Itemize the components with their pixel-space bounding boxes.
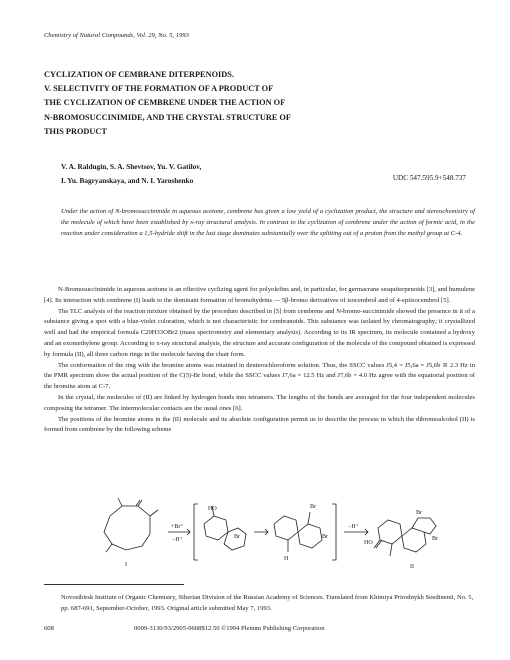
journal-header: Chemistry of Natural Compounds, Vol. 29, No. 5, 1993	[44, 32, 189, 39]
atom-label: Br	[234, 534, 240, 540]
reagent-label: −H⁺	[348, 524, 359, 530]
atom-label: HO	[208, 506, 217, 512]
reaction-scheme	[92, 494, 452, 572]
paragraph: N-Bromosuccinimide in aqueous acetone is an effective cyclizing agent for polyolefins and, in particular, for germacrane sesquiterpenoids [3], and humulene [4]. Its interaction with cembrene (I) leads to the dominant formation of bromohydrins — 5β-bromo derivatives of isocembrol and of 4-epiisocembrol [5].	[44, 286, 475, 304]
title-line: THIS PRODUCT	[44, 126, 107, 136]
bracket-left	[194, 504, 198, 560]
atom-label: Br	[310, 504, 316, 510]
authors	[61, 160, 201, 188]
page-number: 608	[44, 625, 54, 632]
udc-code: UDC 547.595.9+548.737	[392, 174, 466, 182]
copyright-code: 0009-3130/93/2905-0608$12.50 ©1994 Plenum Publishing Corporation	[134, 625, 325, 632]
intermediate-structure-2	[274, 512, 322, 552]
abstract: Under the action of N-bromosuccinimide in aqueous acetone, cembrene has given a low yield of a cyclization product, the structure and stereochemistry of the molecule of which have been established by x-ray structural analysis. In contrast to the cyclization of cembrene under the action of formic acid, in the reaction under consideration a 1,5-hydride shift in the last stage dominates substantially over the splitting out of a proton from the methyl group at C-4.	[61, 208, 475, 238]
authors-line: V. A. Raldugin, S. A. Shevtsov, Yu. V. Gatilov,	[61, 162, 202, 171]
article-title	[44, 68, 474, 139]
authors-line: I. Yu. Bagryanskaya, and N. I. Yaroshenko	[61, 176, 194, 186]
paragraph: The TLC analysis of the reaction mixture obtained by the procedure described in [5] from cembrene and N-bromo-succinimide showed the presence in it of a substance giving a spot with a blue-violet coloration, which is not characteristic for cembranoids. This substance was isolated by chromatography; it crystallized well and had the empirical formula C20H33OBr2 (mass spectrometry and elementary analysis). According to its IR spectrum, its molecule contained a hydroxy and an exomethylene group. According to x-ray structural analysis, the structure and accurate configuration of the molecule of the compound obtained is expressed by formula (II), all three carbon rings in the molecule having the chair form.	[44, 307, 475, 358]
footnote-rule	[44, 584, 184, 585]
atom-label: HO	[364, 540, 373, 546]
product-structure	[374, 518, 436, 556]
compound-label: II	[410, 564, 414, 570]
atom-label: Br	[432, 536, 438, 542]
title-line: V. SELECTIVITY OF THE FORMATION OF A PRODUCT OF	[44, 84, 274, 94]
paragraph: In the crystal, the molecules of (II) are linked by hydrogen bonds into tetramers. The lengths of the bonds are averaged for the four independent molecules composing the tetramer. The intermolecular contacts are the usual ones [6].	[44, 393, 475, 412]
paragraph: The positions of the bromine atoms in the (II) molecule and its absolute configuration permit us to describe the process in which the dibromoalcohol (II) is formed from cembrene by the following scheme	[44, 415, 475, 434]
reagent-label: −H⁺	[172, 537, 183, 543]
intermediate-arrow	[254, 529, 268, 535]
reagent-label: +Br⁺	[171, 524, 184, 530]
compound-label: I	[125, 562, 127, 568]
intermediate-structure-1	[204, 506, 246, 550]
atom-label: Br	[416, 510, 422, 516]
title-line: THE CYCLIZATION OF CEMBRENE UNDER THE ACTION OF	[44, 98, 286, 108]
title-line: CYCLIZATION OF CEMBRANE DITERPENOIDS.	[44, 70, 234, 79]
atom-label: H	[284, 556, 289, 562]
footnote: Novosibirsk Institute of Organic Chemistry, Siberian Division of the Russian Academy of Sciences. Translated from Khimiya Prirodnykh Soedinenii, No. 5, pp. 687-691, September-October, 1993. Original article submitted May 7, 1993.	[61, 594, 474, 612]
cembrene-structure	[104, 498, 158, 552]
title-line: N-BROMOSUCCINIMIDE, AND THE CRYSTAL STRUCTURE OF	[44, 112, 291, 122]
body-text	[44, 285, 475, 436]
paragraph: The conformation of the ring with the bromine atoms was retained in deuterochloroform solution. Thus, the SSCC values J5,4 = J5,6a = J5,6b ≅ 2.3 Hz in the PMR spectrum show the actual position of the C(5)-Br bond, while the SSCC values J7,6a = 12.5 Hz and J7,6b = 4.0 Hz agree with the equatorial position of the bromine atom at C-7.	[44, 361, 475, 391]
bracket-right	[332, 504, 336, 560]
atom-label: Br	[322, 534, 328, 540]
